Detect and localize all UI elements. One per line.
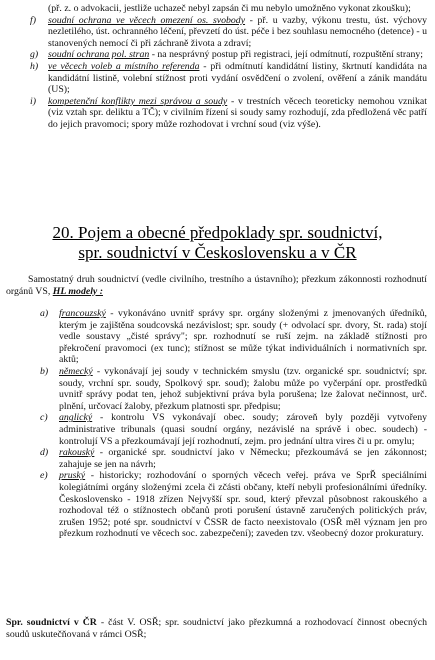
section-heading-line-1: 20. Pojem a obecné předpoklady spr. soudnictví, xyxy=(52,223,383,242)
list-item-text: - v trestních věcech teoreticky nemohou vznikat (viz vztah spr. deliktu a TČ); v civilním řízení si soudy samy rozhodují, zda předložená věc patří do jejich pravomoci; spory může rozhodovat i vrchní soud (viz výše). xyxy=(48,95,427,130)
section-heading xyxy=(0,223,435,263)
model-text: - vykonáváno uvnitř správy spr. orgány složenými z jmenovaných úředníků, kterým je zajištěna soudcovská nezávislost; spr. soudy (+ odvolací spr. dvory, St. rada) stojí vedle soustavy „čisté správy"; spr. rozhodnutí se ruší zejm. na základě stížnosti pro překročení pravomoci (ex tunc); stížnost se může týkat individuálních i normativních spr. aktů; xyxy=(59,308,427,366)
model-item xyxy=(0,308,435,366)
model-text: - vykonávají jej soudy v technickém smyslu (tzv. organické spr. soudnictví; spr. soudy, vrchní spr. soudy, Spolkový spr. soud); žalobu může po vyčerpání opr. prostředků uvnitř správy podat ten, jehož subjektivní práva byla porušena; lze žalovat nečinnost, urč. plnění, určovací žaloby, přezkum platnosti spr. předpisu; xyxy=(59,365,427,412)
list-item xyxy=(0,49,435,61)
list-item xyxy=(0,61,435,96)
model-title: francouzský xyxy=(59,308,106,319)
model-text: - organické spr. soudnictví jako v Německu; přezkoumává se jen zákonnost; zahajuje se jen na návrh; xyxy=(59,447,427,470)
list-marker: f) xyxy=(30,14,36,26)
list-item-text: (př. z. o advokacii, jestliže uchazeč nebyl zapsán či mu nebylo umožněno vykonat zkoušku); xyxy=(48,3,411,14)
model-item xyxy=(0,470,435,540)
footer-text: - část V. OSŘ; spr. soudnictví jako přezkumná a rozhodovací činnost obecných soudů uskutečňovaná v rámci OSŘ; xyxy=(6,617,427,640)
intro-text: Samostatný druh soudnictví (vedle civilního, trestního a ústavního); přezkum zákonnosti rozhodnutí orgánů VS, xyxy=(6,274,427,297)
list-marker: e) xyxy=(40,470,48,482)
model-title: pruský xyxy=(59,470,86,482)
list-marker: g) xyxy=(30,49,39,61)
list-item-title: soudní ochrana pol. stran xyxy=(48,49,150,61)
list-item-continuation xyxy=(0,3,435,15)
model-title: rakouský xyxy=(59,447,95,459)
list-item xyxy=(0,96,435,131)
list-marker: h) xyxy=(30,60,39,72)
list-item-text: - na nesprávný postup při registraci, její odmítnutí, rozpuštění strany; xyxy=(149,49,423,61)
list-item-title: kompetenční konflikty mezi správou a soudy xyxy=(48,95,228,107)
list-item-title: soudní ochrana ve věcech omezení os. svobody xyxy=(48,14,246,26)
list-item-text: - při odmítnutí kandidátní listiny, škrtnutí kandidáta na kandidátní listině, volební stížnost proti vydání osvědčení o zvolení, ověření a zánik mandátu (US); xyxy=(48,60,427,96)
model-title: německý xyxy=(59,365,93,377)
footer-paragraph xyxy=(6,617,427,640)
model-text: - kontrolu VS vykonávají obec. soudy; zároveň byly později vytvořeny administrative tribunals (quasi soudní orgány, nezávislé na správě i obec. soudech) - kontrolují VS a přezkoumávají její rozhodnutí, zejm. pro jednání ultra vires či u pr. omylu; xyxy=(59,412,427,447)
model-item xyxy=(0,412,435,447)
model-item xyxy=(0,447,435,470)
list-marker: b) xyxy=(40,365,49,377)
footer-label: Spr. soudnictví v ČR xyxy=(6,617,97,628)
model-text: - historicky; rozhodování o sporných věcech veřej. práva ve SprŘ speciálními kolegiátními orgány složenými zcela či zčásti občany, kteří nebyli profesionálními úředníky. Československo - 1918 zřízen Nejvyšší spr. soud, který převzal působnost rakouského a rozhodoval též o stížnostech občanů proti porušení ústavně zaručených politických práv, zrušen 1952; poté spr. soudnictví v ČSSR de facto neexistovalo (OSŘ měl význam jen pro přezkum rozhodnutí ve věcech soc. zabezpečení); zaveden tzv. všeobecný dozor prokuratury. xyxy=(59,470,427,540)
list-marker: c) xyxy=(40,412,48,424)
models-list xyxy=(0,308,435,540)
section-heading-line-2: spr. soudnictví v Československu a v ČR xyxy=(78,243,357,262)
model-title: anglický xyxy=(59,412,93,424)
list-item xyxy=(0,15,435,50)
model-item xyxy=(0,366,435,412)
list-item-title: ve věcech voleb a místního referenda xyxy=(48,60,200,72)
previous-section-list xyxy=(0,3,435,131)
models-label: HL modely : xyxy=(52,285,103,297)
intro-paragraph xyxy=(6,274,427,297)
list-marker: d) xyxy=(40,447,49,459)
list-marker: a) xyxy=(40,308,49,319)
list-item-text: - př. u vazby, výkonu trestu, úst. výchovy nezletilého, úst. ochranného léčení, převzetí do úst. péče i bez souhlasu nemocného (detence) - u stanovených nemocí či při záchraně života a zdraví; xyxy=(48,14,427,49)
list-marker: i) xyxy=(30,95,36,107)
